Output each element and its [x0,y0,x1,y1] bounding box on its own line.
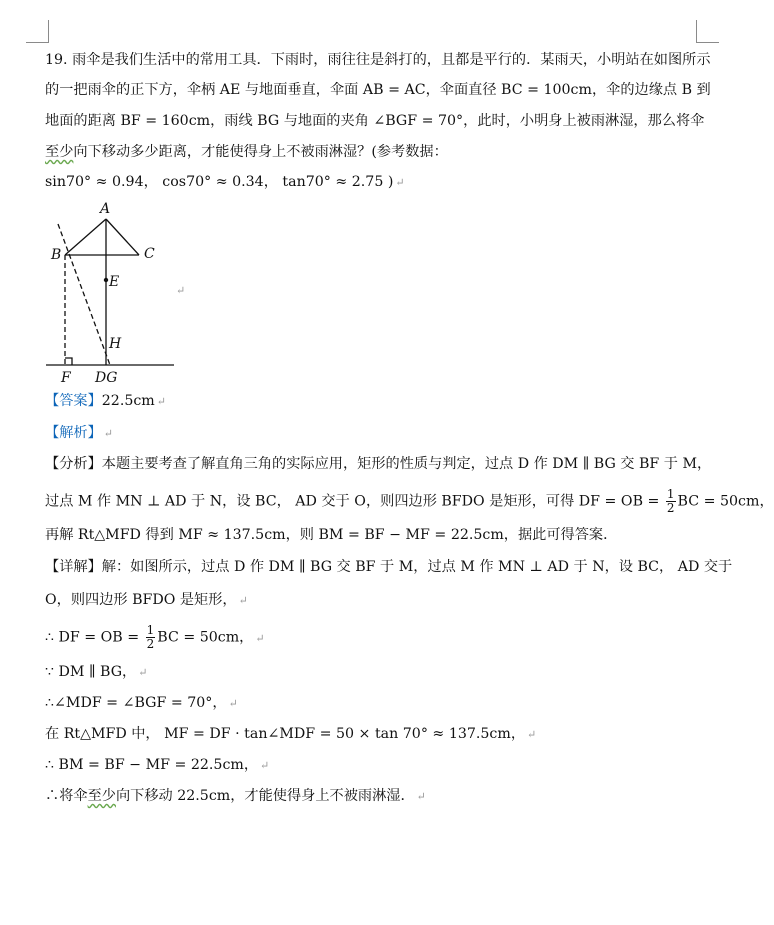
answer-line [45,391,166,412]
xiangjie-text: 解：如图所示，过点 D 作 DM ∥ BG 交 BF 于 M，过点 M 作 MN ⊥ AD 于 N，设 BC， AD 交于 [101,559,733,575]
paragraph-mark: ↵ [138,666,148,679]
xiangjie-text: O，则四边形 BFDO 是矩形， [45,592,237,608]
problem-text: 向下移动多少距离，才能使得身上不被雨淋湿？(参考数据： [73,144,448,160]
point-e [104,278,108,282]
fenxi-text: 再解 Rt△MFD 得到 MF ≈ 137.5cm，则 BM = BF − MF = 22.5cm，据此可得答案． [45,527,618,543]
fenxi-text: BC = 50cm， [677,493,774,510]
paragraph-mark: ↵ [238,594,248,607]
xiangjie-text: ∵ DM ∥ BG， [45,664,137,680]
xiangjie-line-5 [45,693,238,714]
umbrella-figure [40,198,185,386]
fraction-numerator: 1 [146,623,155,637]
label-dg: DG [95,370,118,386]
fraction-denominator: 2 [146,637,155,651]
reference-data: sin70° ≈ 0.94， cos70° ≈ 0.34， tan70° ≈ 2.75 ) [45,174,394,190]
paragraph-mark: ↵ [527,728,537,741]
fenxi-line-2 [45,488,774,515]
paragraph-mark: ↵ [176,284,186,297]
xiangjie-text: BC = 50cm， [157,629,254,646]
rain-line-bg [58,224,110,365]
problem-line-5 [45,172,405,193]
answer-value: 22.5cm [101,393,155,409]
page-corner-top-right [696,20,719,43]
xiangjie-line-3 [45,624,265,651]
spellcheck-underlined-word: 至少 [87,788,116,804]
xiangjie-tag: 【详解】 [45,559,102,575]
fraction-denominator: 2 [666,501,675,515]
answer-tag: 【答案】 [45,393,102,409]
fraction-one-half [146,624,156,651]
problem-line-3 [45,111,704,131]
xiangjie-text: 在 Rt△MFD 中， MF = DF · tan∠MDF = 50 × tan 70° ≈ 137.5cm， [45,726,526,742]
fenxi-line-3 [45,525,617,545]
paragraph-mark: ↵ [228,697,238,710]
fraction-numerator: 1 [666,487,675,501]
xiangjie-line-1 [45,557,732,577]
analysis-heading [45,423,113,444]
fenxi-line-1 [45,454,711,474]
analysis-tag: 【解析】 [45,425,102,441]
canopy-ac-line [106,219,139,255]
problem-text: 的一把雨伞的正下方，伞柄 AE 与地面垂直，伞面 AB = AC，伞面直径 BC = 100cm，伞的边缘点 B 到 [45,82,711,98]
paragraph-mark: ↵ [255,631,265,645]
label-b: B [51,247,62,263]
label-e: E [109,274,120,290]
fenxi-tag: 【分析】 [45,456,102,472]
problem-line-4 [45,142,448,162]
xiangjie-text: 向下移动 22.5cm，才能使得身上不被雨淋湿． [115,788,415,804]
xiangjie-line-2 [45,590,248,611]
problem-text: 地面的距离 BF = 160cm，雨线 BG 与地面的夹角 ∠BGF = 70°，此时，小明身上被雨淋湿，那么将伞 [45,113,705,129]
paragraph-mark: ↵ [416,790,426,803]
xiangjie-text: ∴ DF = OB = [45,629,144,646]
label-h: H [109,336,122,352]
canopy-ab-line [65,219,106,255]
problem-text: 19. 雨伞是我们生活中的常用工具．下雨时，雨往往是斜打的，且都是平行的．某雨天，小明站在如图所示 [45,52,711,68]
paragraph-mark: ↵ [103,427,113,440]
problem-line-2 [45,80,711,100]
xiangjie-line-7 [45,755,269,776]
paragraph-mark: ↵ [260,759,270,772]
page-corner-top-left [26,20,49,43]
spellcheck-underlined-word: 至少 [45,144,74,160]
paragraph-mark: ↵ [156,395,166,408]
label-a: A [100,201,111,217]
fenxi-text: 本题主要考查了解直角三角的实际应用，矩形的性质与判定，过点 D 作 DM ∥ BG 交 BF 于 M， [101,456,712,472]
right-angle-mark [65,358,72,365]
xiangjie-line-4 [45,662,147,683]
fenxi-text: 过点 M 作 MN ⊥ AD 于 N，设 BC， AD 交于 O，则四边形 BFDO 是矩形，可得 DF = OB = [45,493,664,510]
label-c: C [144,246,155,262]
xiangjie-text: ∴∠MDF = ∠BGF = 70°， [45,695,227,711]
xiangjie-line-8 [45,786,426,807]
label-f: F [61,370,71,386]
xiangjie-text: ∴ BM = BF − MF = 22.5cm， [45,757,259,773]
xiangjie-text: ∴将伞 [45,788,88,804]
fraction-one-half [666,488,676,515]
xiangjie-line-6 [45,724,536,745]
paragraph-mark: ↵ [395,176,405,189]
problem-line-1 [45,50,711,70]
